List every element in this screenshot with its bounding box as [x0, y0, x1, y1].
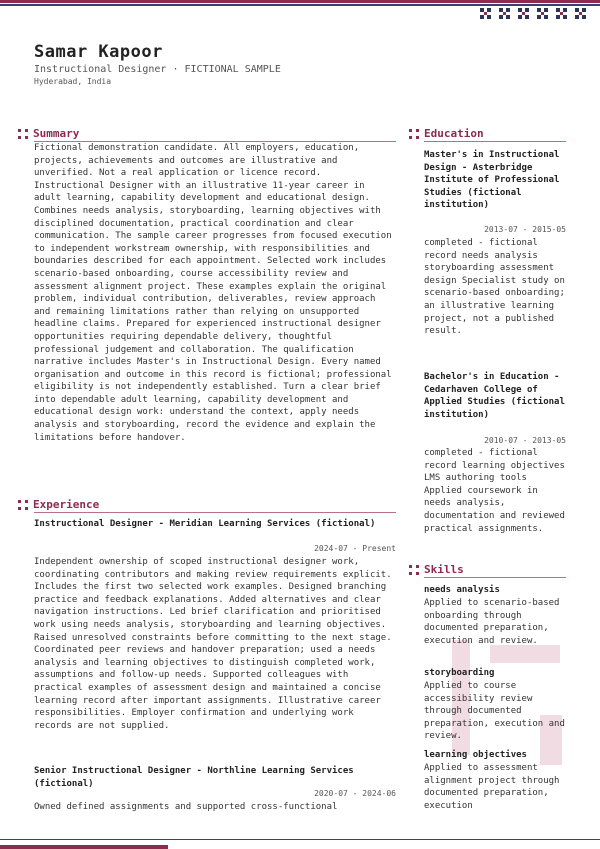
- skills-heading: [409, 563, 464, 576]
- role-title: Instructional Designer - Meridian Learning Services (fictional): [34, 519, 376, 529]
- decorative-pattern: [480, 8, 586, 19]
- section-icon: [409, 565, 419, 575]
- bottom-accent-bar: [0, 845, 168, 849]
- skills-rule: [424, 577, 566, 578]
- experience-heading: [18, 498, 99, 511]
- top-navy-bar: [0, 4, 600, 6]
- education-rule: [424, 141, 566, 142]
- skill-name: needs analysis: [424, 585, 500, 595]
- bottom-navy-bar: [0, 839, 600, 840]
- education-dates: 2010-07 - 2013-05: [484, 436, 566, 445]
- role-dates: 2020-07 - 2024-06: [314, 789, 396, 798]
- skill-description: Applied to assessment alignment project through documented preparation, execution: [424, 763, 560, 811]
- role-title: Senior Instructional Designer - Northline Learning Services (fictional): [34, 766, 354, 789]
- pattern-icon: [518, 8, 529, 19]
- skills-title: Skills: [424, 563, 464, 576]
- section-icon: [409, 129, 419, 139]
- education-dates: 2013-07 - 2015-05: [484, 225, 566, 234]
- pattern-icon: [575, 8, 586, 19]
- top-accent-bar: [0, 0, 600, 3]
- role-dates: 2024-07 - Present: [314, 544, 396, 553]
- education-title: Education: [424, 127, 484, 140]
- education-degree: Master's in Instructional Design - Asterbridge Institute of Professional Studies (fictional institution): [424, 150, 560, 211]
- education-degree: Bachelor's in Education - Cedarhaven College of Applied Studies (fictional institution): [424, 372, 565, 420]
- pattern-icon: [556, 8, 567, 19]
- experience-rule: [34, 512, 396, 513]
- pattern-icon: [537, 8, 548, 19]
- education-description: completed - fictional record learning objectives LMS authoring tools Applied coursework in needs analysis, documentation and reviewed practical assignments.: [424, 448, 565, 534]
- pattern-icon: [480, 8, 491, 19]
- section-icon: [18, 129, 28, 139]
- candidate-name: Samar Kapoor: [34, 42, 163, 62]
- education-description: completed - fictional record needs analysis storyboarding assessment design Specialist study on scenario-based onboarding; an illustrative learning project, not a published result.: [424, 238, 565, 337]
- candidate-subtitle: Instructional Designer · FICTIONAL SAMPLE: [34, 64, 281, 75]
- summary-heading: [18, 127, 79, 140]
- summary-title: Summary: [33, 127, 80, 140]
- skill-name: storyboarding: [424, 668, 495, 678]
- pattern-icon: [499, 8, 510, 19]
- skill-description: Applied to scenario-based onboarding through documented preparation, execution and review.: [424, 598, 560, 646]
- experience-title: Experience: [33, 498, 100, 511]
- section-icon: [18, 500, 28, 510]
- candidate-location: Hyderabad, India: [34, 77, 112, 86]
- skill-description: Applied to course accessibility review through documented preparation, execution and review.: [424, 681, 565, 742]
- role-description: Independent ownership of scoped instructional designer work, coordinating contributors and making review requirements explicit. Includes the first two selected work examples. Designed branching practice and feedback explanations. Added alternatives and clear navigation instructions. Led brief clarification and prioritised work using needs analysis, storyboarding and learning objectives. Raised unresolved constraints before committing to the next stage. Coordinated peer reviews and handover preparation; used a needs analysis and learning objectives to distinguish completed work, assumptions and follow-up needs. Supported colleagues with practical examples of assessment design and maintained a concise learning record after important assignments. Illustrative career responsibilities. Employer confirmation and underlying work records are not supplied.: [34, 557, 392, 731]
- summary-text: Fictional demonstration candidate. All employers, education, projects, achievements and outcomes are illustrative and unverified. Not a real application or licence record. Instructional Designer with an illustrative 11-year career in adult learning, capability development and educational design. Combines needs analysis, storyboarding, learning objectives with disciplined documentation, practical coordination and clear communication. The sample career progresses from focused execution to independent workstream ownership, with responsibilities and boundaries described for each appointment. Selected work includes scenario-based onboarding, course accessibility review and assessment alignment project. These examples explain the original problem, individual contribution, deliverables, review approach and remaining limitations rather than relying on unsupported headline claims. Prepared for experienced instructional designer opportunities requiring dependable delivery, thoughtful professional judgement and collaboration. The qualification narrative includes Master's in Instructional Design. Every named organisation and outcome in this record is fictional; professional eligibility is not independently established. Turn a clear brief into dependable adult learning, capability development and educational design work: understand the context, apply needs analysis and storyboarding, record the evidence and explain the limitations before handover.: [34, 143, 392, 443]
- skill-name: learning objectives: [424, 750, 527, 760]
- role-description: Owned defined assignments and supported cross-functional: [34, 802, 338, 812]
- education-heading: [409, 127, 484, 140]
